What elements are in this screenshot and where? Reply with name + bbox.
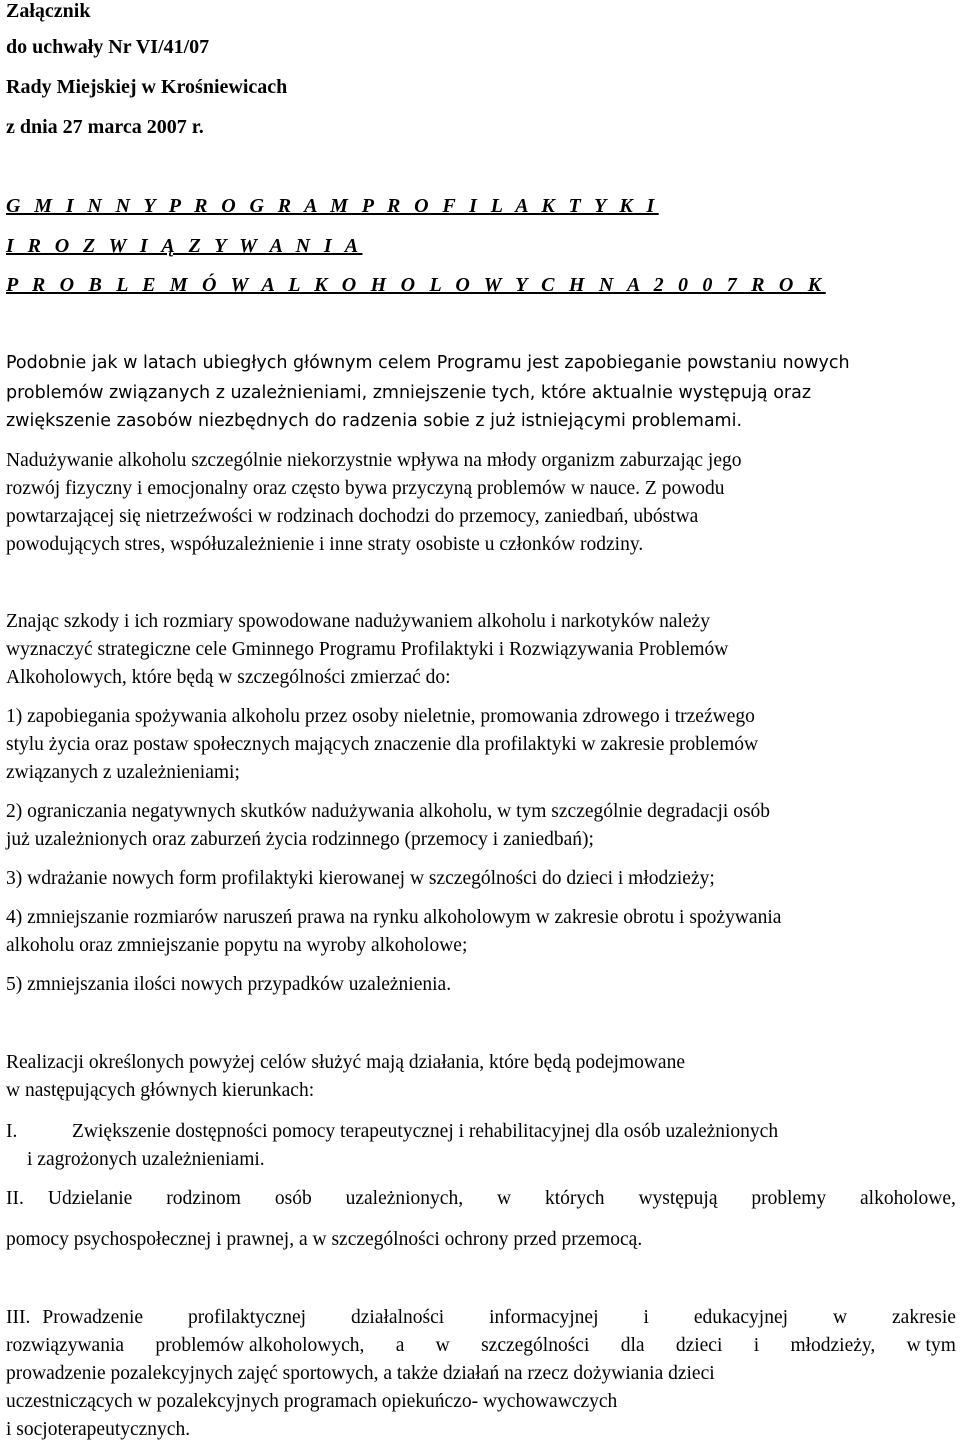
direction-2-word: problemy [751, 1188, 827, 1209]
direction-3-word: problemów alkoholowych, [155, 1335, 365, 1356]
goal-item-2: 2) ograniczania negatywnych skutków nadużywania alkoholu, w tym szczególnie degradacji osób [6, 801, 771, 822]
goal-item-3: 3) wdrażanie nowych form profilaktyki kierowanej w szczególności do dzieci i młodzieży; [6, 868, 715, 889]
direction-3-word: dzieci [675, 1335, 723, 1356]
paragraph-line: powtarzającej się nietrzeźwości w rodzinach dochodzi do przemocy, zaniedbań, ubóstwa [6, 506, 699, 527]
direction-3-line [6, 1307, 956, 1329]
direction-3-word: dla [620, 1335, 645, 1356]
direction-3-word: profilaktycznej [188, 1307, 307, 1328]
paragraph-line: wyznaczyć strategiczne cele Gminnego Programu Profilaktyki i Rozwiązywania Problemów [6, 639, 729, 660]
paragraph-line: Alkoholowych, które będą w szczególności zmierzać do: [6, 667, 451, 688]
direction-3-word: a [395, 1335, 405, 1356]
direction-3-word: szczególności [481, 1335, 590, 1356]
direction-3-word: i [643, 1307, 649, 1328]
direction-2-line [6, 1188, 956, 1210]
program-title-line-1: G M I N N Y P R O G R A M P R O F I L A K T Y K I [6, 195, 659, 217]
direction-2-word: występują [638, 1188, 718, 1209]
direction-3-word: Prowadzenie [42, 1307, 144, 1328]
realization-line: w następujących głównych kierunkach: [6, 1080, 315, 1101]
direction-2-word: uzależnionych, [345, 1188, 464, 1209]
intro-line: Podobnie jak w latach ubiegłych głównym celem Programu jest zapobieganie powstaniu nowych [6, 353, 850, 373]
goal-item-2-cont: już uzależnionych oraz zaburzeń życia rodzinnego (przemocy i zaniedbań); [6, 829, 594, 850]
direction-3-word: w tym [906, 1335, 956, 1356]
direction-3-word: zakresie [892, 1307, 956, 1328]
direction-3-word: w [832, 1307, 848, 1328]
direction-3-text-cont: i socjoterapeutycznych. [6, 1419, 191, 1440]
direction-1-text: Zwiększenie dostępności pomocy terapeutycznej i rehabilitacyjnej dla osób uzależnionych [72, 1121, 779, 1142]
direction-3-word: w [435, 1335, 450, 1356]
realization-line: Realizacji określonych powyżej celów służyć mają działania, które będą podejmowane [6, 1052, 685, 1073]
direction-1-number: I. [6, 1121, 18, 1142]
direction-2-text-cont: pomocy psychospołecznej i prawnej, a w szczególności ochrony przed przemocą. [6, 1229, 643, 1250]
direction-2-word: Udzielanie [47, 1188, 133, 1209]
direction-3-word: informacyjnej [489, 1307, 599, 1328]
direction-2-number: II. [6, 1188, 24, 1209]
direction-3-word: i [753, 1335, 760, 1356]
goal-item-1-cont: stylu życia oraz postaw społecznych mających znaczenie dla profilaktyki w zakresie problemów [6, 734, 759, 755]
council-name: Rady Miejskiej w Krośniewicach [6, 76, 288, 98]
paragraph-line: Znając szkody i ich rozmiary spowodowane nadużywaniem alkoholu i narkotyków należy [6, 611, 710, 632]
paragraph-line: rozwój fizyczny i emocjonalny oraz często bywa przyczyną problemów w nauce. Z powodu [6, 478, 725, 499]
intro-line: problemów związanych z uzależnieniami, zmniejszenie tych, które aktualnie występują oraz [6, 383, 812, 403]
direction-3-text-cont: uczestniczących w pozalekcyjnych programach opiekuńczo- wychowawczych [6, 1391, 618, 1412]
direction-2-word: rodzinom [166, 1188, 241, 1209]
attachment-label: Załącznik [6, 0, 91, 22]
intro-line: zwiększenie zasobów niezbędnych do radzenia sobie z już istniejącymi problemami. [6, 411, 743, 431]
goal-item-1: 1) zapobiegania spożywania alkoholu przez osoby nieletnie, promowania zdrowego i trzeźwego [6, 706, 755, 727]
goal-item-4-cont: alkoholu oraz zmniejszanie popytu na wyroby alkoholowe; [6, 935, 468, 956]
direction-2-word: w [496, 1188, 512, 1209]
direction-2-word: alkoholowe, [860, 1188, 956, 1209]
direction-2-word: osób [274, 1188, 312, 1209]
direction-3-word: młodzieży, [790, 1335, 876, 1356]
goal-item-1-cont: związanych z uzależnieniami; [6, 762, 240, 783]
direction-2-word: których [544, 1188, 605, 1209]
direction-3-line [6, 1335, 956, 1357]
direction-3-word: edukacyjnej [693, 1307, 789, 1328]
direction-3-word: rozwiązywania [6, 1335, 125, 1356]
goal-item-5: 5) zmniejszania ilości nowych przypadków uzależnienia. [6, 974, 452, 995]
resolution-date: z dnia 27 marca 2007 r. [6, 116, 204, 138]
direction-3-text-cont: prowadzenie pozalekcyjnych zajęć sportowych, a także działań na rzecz dożywiania dzieci [6, 1363, 715, 1384]
program-title-line-2: I R O Z W I Ą Z Y W A N I A [6, 235, 363, 257]
direction-1-text-cont: i zagrożonych uzależnieniami. [27, 1149, 265, 1170]
program-title-line-3: P R O B L E M Ó W A L K O H O L O W Y C H N A 2 0 0 7 R O K [6, 274, 826, 296]
paragraph-line: Nadużywanie alkoholu szczególnie niekorzystnie wpływa na młody organizm zaburzając jego [6, 450, 742, 471]
direction-3-word: działalności [351, 1307, 445, 1328]
resolution-number: do uchwały Nr VI/41/07 [6, 36, 210, 58]
goal-item-4: 4) zmniejszanie rozmiarów naruszeń prawa na rynku alkoholowym w zakresie obrotu i spożywania [6, 907, 782, 928]
paragraph-line: powodujących stres, współuzależnienie i inne straty osobiste u członków rodziny. [6, 534, 644, 555]
direction-3-number: III. [6, 1307, 31, 1328]
